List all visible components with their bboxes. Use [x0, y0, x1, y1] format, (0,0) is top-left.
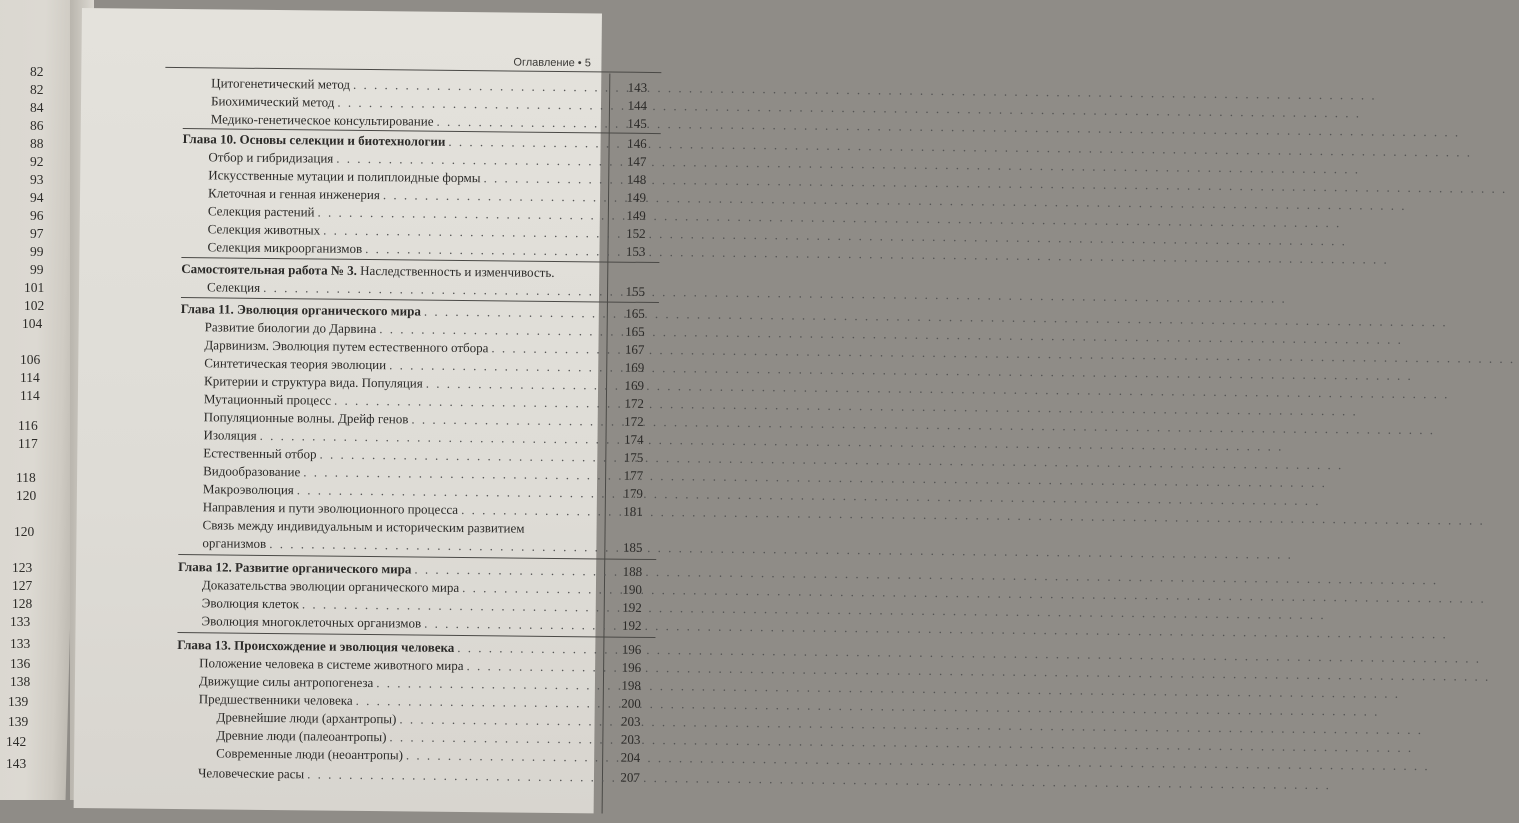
right-page — [74, 8, 648, 813]
toc-entry-title: Естественный отбор — [203, 445, 317, 462]
toc-entry-title: Клеточная и генная инженерия — [207, 185, 380, 203]
toc-entry-title: Медико-генетическое консультирование — [210, 111, 434, 129]
toc-page-number: 145 — [627, 115, 647, 131]
toc-entry-title: Популяционные волны. Дрейф генов — [203, 409, 409, 427]
left-page-number: 93 — [30, 172, 44, 187]
toc-entry-title: Древнейшие люди (архантропы) — [216, 709, 397, 727]
left-page-number: 114 — [20, 388, 40, 403]
toc-chapter-title: Глава 13. Происхождение и эволюция человека — [177, 637, 455, 655]
running-header: Оглавление • 5 — [513, 56, 591, 70]
toc-entry-title: Отбор и гибридизация — [208, 149, 334, 166]
toc-entry-title: Движущие силы антропогенеза — [198, 673, 374, 691]
toc-entry-title: Мутационный процесс — [203, 391, 332, 408]
toc-page-number: 207 — [620, 769, 641, 785]
toc-entry-title: Положение человека в системе животного мира — [199, 655, 464, 674]
toc-entry — [203, 463, 605, 482]
toc-page-number: 177 — [623, 467, 644, 483]
toc-page-number: 190 — [622, 581, 643, 597]
toc-workshop-title-bold: Самостоятельная работа № 3. — [181, 261, 358, 278]
toc-entry-title: Биохимический метод — [210, 93, 335, 110]
left-page-number: 116 — [18, 418, 38, 433]
toc-page-number: 192 — [622, 599, 642, 615]
book-photo — [0, 0, 648, 800]
toc-page-number: 198 — [621, 677, 642, 693]
toc-entry — [203, 481, 605, 500]
toc-entry — [211, 75, 609, 94]
left-page-number: 104 — [22, 316, 43, 331]
toc-entry — [202, 595, 604, 614]
toc-entry — [202, 535, 604, 554]
left-page-number: 123 — [12, 560, 33, 575]
toc-entry — [208, 203, 608, 222]
toc-entry-title: Критерии и структура вида. Популяция — [204, 373, 423, 391]
toc-entry — [207, 279, 607, 298]
toc-entry-title: Дарвинизм. Эволюция путем естественного отбора — [204, 337, 489, 356]
toc-page-number: 144 — [627, 97, 648, 113]
toc-workshop-title — [181, 261, 554, 280]
left-page-number: 142 — [6, 734, 27, 749]
toc-page-number: 149 — [626, 189, 647, 205]
toc-entry — [208, 167, 608, 186]
left-page-number: 88 — [30, 136, 44, 151]
toc-page-number: 169 — [624, 377, 645, 393]
toc-page-number: 185 — [622, 539, 643, 555]
toc-entry-title: Древние люди (палеоантропы) — [216, 727, 387, 745]
toc-page-number: 152 — [626, 225, 646, 241]
toc-subentry — [217, 709, 603, 728]
left-page-number: 82 — [30, 82, 44, 97]
left-page-number: 143 — [6, 756, 27, 771]
left-page-number: 138 — [10, 674, 31, 689]
toc-entry — [203, 445, 605, 464]
toc-entry — [204, 391, 606, 410]
toc-chapter-title: Глава 10. Основы селекции и биотехнологии — [182, 131, 446, 149]
toc-entry — [208, 149, 608, 168]
toc-entry-title: Синтетическая теория эволюции — [204, 355, 387, 373]
toc-entry-title: Селекция — [207, 279, 261, 295]
left-page-number: 133 — [10, 614, 31, 629]
toc-entry-title: Селекция животных — [207, 221, 321, 238]
toc-page-number: 192 — [621, 617, 642, 633]
toc-page-number: 167 — [624, 341, 645, 357]
leader-dots — [263, 280, 1287, 306]
toc-subentry — [216, 745, 602, 764]
left-page-number: 84 — [30, 100, 44, 115]
toc-entry — [199, 655, 603, 674]
toc-page-number: 169 — [624, 359, 645, 375]
left-page-number: 99 — [30, 244, 44, 259]
toc-page-number: 188 — [622, 563, 643, 579]
toc-entry — [202, 613, 604, 632]
left-page-number: 139 — [8, 694, 29, 709]
toc-entry — [202, 577, 604, 596]
toc-entry-title: Предшественники человека — [198, 691, 353, 708]
toc-page-number: 155 — [625, 283, 646, 299]
left-page-number: 94 — [30, 190, 44, 205]
toc-page-number: 175 — [623, 449, 644, 465]
toc-entry — [211, 111, 609, 130]
toc-entry — [204, 355, 606, 374]
toc-page-number: 143 — [627, 79, 648, 95]
toc-entry-title: Видообразование — [203, 463, 301, 480]
toc-page-number: 203 — [620, 713, 641, 729]
left-page-number: 114 — [20, 370, 40, 385]
toc-entry-title: Направления и пути эволюционного процесса — [202, 499, 459, 517]
left-page-number: 99 — [30, 262, 44, 277]
left-page-number: 133 — [10, 636, 31, 651]
toc-entry-title: организмов — [202, 535, 267, 551]
toc-entry — [205, 319, 607, 338]
left-page-number: 127 — [12, 578, 33, 593]
toc-entry — [198, 765, 602, 784]
leader-dots — [269, 536, 1293, 562]
toc-page-number: 203 — [620, 731, 641, 747]
toc-entry — [204, 337, 606, 356]
toc-page-number: 200 — [621, 695, 641, 711]
toc-page-number: 196 — [621, 641, 642, 657]
left-page-number: 139 — [8, 714, 29, 729]
left-page-number: 120 — [16, 488, 37, 503]
toc-page-number: 196 — [621, 659, 642, 675]
toc-page-number: 172 — [624, 413, 644, 429]
toc-entry-title: Макроэволюция — [202, 481, 294, 498]
left-page-number: 82 — [30, 64, 44, 79]
toc-page-number: 179 — [623, 485, 644, 501]
toc-chapter-entry — [177, 637, 603, 656]
toc-chapter-entry — [181, 301, 607, 320]
toc-entry-title: Цитогенетический метод — [211, 75, 351, 92]
toc-entry — [203, 499, 605, 518]
toc-entry — [208, 185, 608, 204]
toc-entry-title: Доказательства эволюции органического мира — [201, 577, 460, 595]
left-page-number: 118 — [16, 470, 36, 485]
toc-page-number: 174 — [623, 431, 644, 447]
toc-page-number: 181 — [623, 503, 643, 519]
left-page-number: 86 — [30, 118, 44, 133]
left-page-number: 92 — [30, 154, 44, 169]
left-page-number: 117 — [18, 436, 38, 451]
toc-chapter-title: Глава 11. Эволюция органического мира — [180, 301, 422, 319]
toc-page-number: 147 — [626, 153, 647, 169]
toc-entry-title: Селекция растений — [207, 203, 315, 220]
toc-entry — [208, 221, 608, 240]
toc-page-number: 149 — [626, 207, 646, 223]
toc-entry-title: Изоляция — [203, 427, 257, 443]
toc-page-number: 165 — [625, 323, 645, 339]
toc-chapter-title: Глава 12. Развитие органического мира — [178, 559, 412, 577]
toc-page-number: 148 — [626, 171, 647, 187]
toc-entry-title: Развитие биологии до Дарвина — [204, 319, 377, 337]
toc-entry-title: Искусственные мутации и полиплоидные формы — [208, 167, 481, 186]
toc-entry-title-line1: Связь между индивидуальным и историческим развитием — [202, 517, 525, 536]
left-page-number: 101 — [24, 280, 45, 295]
toc-entry — [207, 239, 607, 258]
toc-chapter-entry — [178, 559, 604, 578]
left-page-number: 106 — [20, 352, 41, 367]
toc-entry-title: Современные люди (неоантропы) — [216, 745, 404, 763]
toc-page-number: 204 — [620, 749, 641, 765]
toc-entry-title: Эволюция многоклеточных организмов — [201, 613, 422, 631]
toc-entry — [199, 691, 603, 710]
left-page-number: 96 — [30, 208, 44, 223]
toc-entry — [203, 427, 605, 446]
toc-subentry — [216, 727, 602, 746]
toc-page-number: 153 — [625, 243, 646, 259]
toc-workshop-title-rest: Наследственность и изменчивость. — [356, 262, 555, 280]
toc-entry — [211, 93, 609, 112]
toc-page-number: 172 — [624, 395, 644, 411]
toc-entry — [199, 673, 603, 692]
left-page-number: 136 — [10, 656, 31, 671]
toc-entry — [204, 373, 606, 392]
left-page-number: 128 — [12, 596, 33, 611]
left-page-number: 97 — [30, 226, 44, 241]
toc-page-number: 146 — [627, 135, 647, 151]
toc-entry-title: Селекция микроорганизмов — [207, 239, 363, 256]
toc-entry-title: Человеческие расы — [197, 765, 305, 782]
left-page-number: 102 — [24, 298, 45, 313]
toc-entry-title: Эволюция клеток — [201, 595, 300, 612]
toc-entry — [204, 409, 606, 428]
left-page-number: 120 — [14, 524, 35, 539]
toc-page-number: 165 — [625, 305, 645, 321]
toc-chapter-entry — [183, 131, 609, 150]
